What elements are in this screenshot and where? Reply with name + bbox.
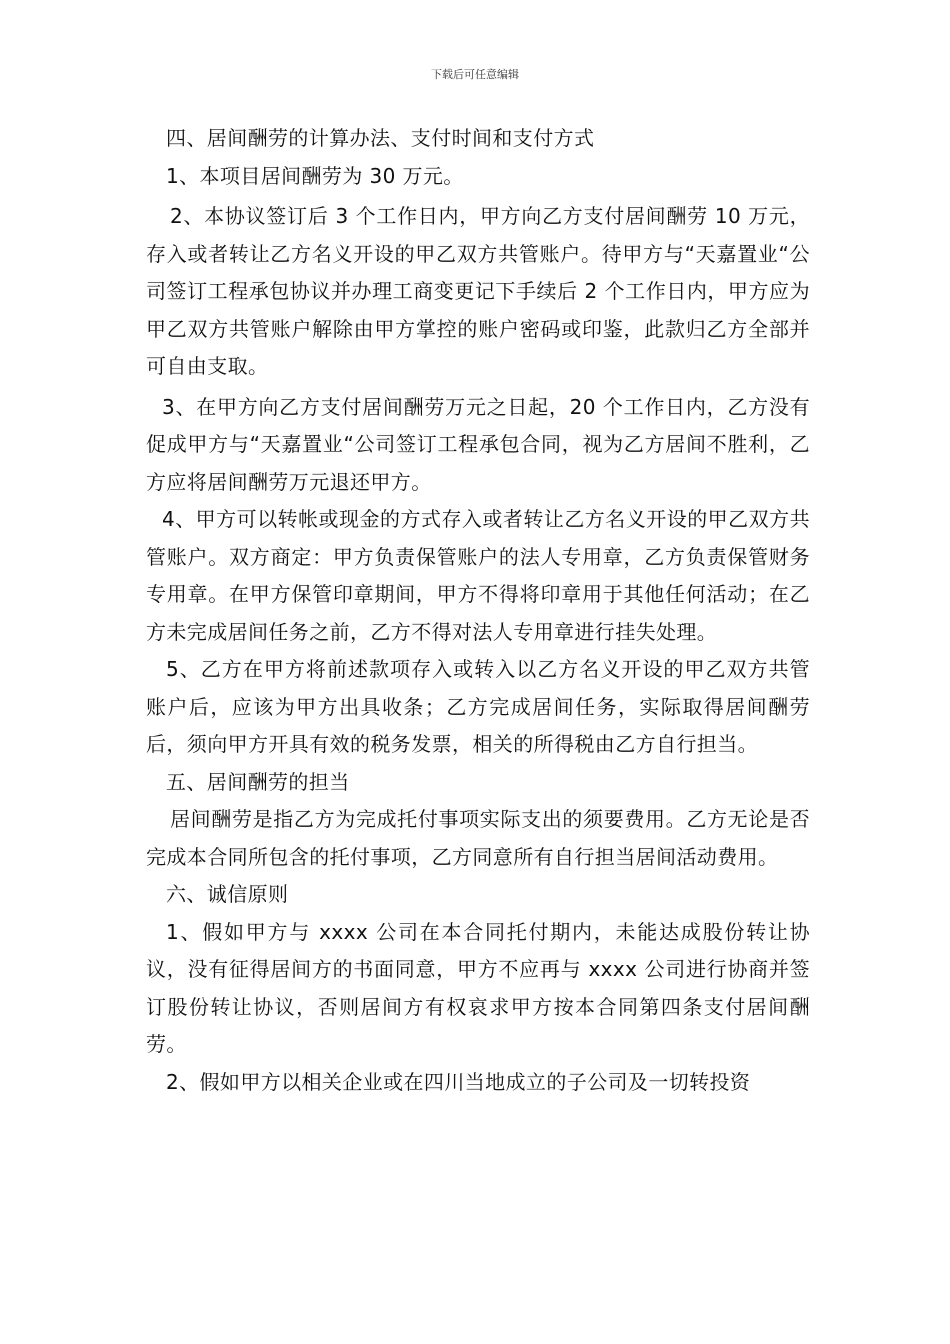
section-heading-4: 四、居间酬劳的计算办法、支付时间和支付方式 — [166, 126, 595, 150]
section-heading-6: 六、诚信原则 — [166, 882, 289, 906]
paragraph-5-body: 居间酬劳是指乙方为完成托付事项实际支出的须要费用。乙方无论是否完成本合同所包含的托付事项，乙方同意所有自行担当居间活动费用。 — [146, 807, 810, 869]
paragraph-6-1: 1、假如甲方与 xxxx 公司在本合同托付期内，未能达成股份转让协议，没有征得居间方的书面同意，甲方不应再与 xxxx 公司进行协商并签订股份转让协议，否则居间方有权哀求甲方按本合同第四条支付居间酬劳。 — [146, 919, 810, 1056]
paragraph-6-2: 2、假如甲方以相关企业或在四川当地成立的子公司及一切转投资 — [166, 1069, 751, 1094]
paragraph-4-5: 5、乙方在甲方将前述款项存入或转入以乙方名义开设的甲乙双方共管账户后，应该为甲方出具收条；乙方完成居间任务，实际取得居间酬劳后，须向甲方开具有效的税务发票，相关的所得税由乙方自行担当。 — [146, 657, 810, 756]
paragraph-4-4: 4、甲方可以转帐或现金的方式存入或者转让乙方名义开设的甲乙双方共管账户。双方商定：甲方负责保管账户的法人专用章，乙方负责保管财务专用章。在甲方保管印章期间，甲方不得将印章用于其他任何活动；在乙方未完成居间任务之前，乙方不得对法人专用章进行挂失处理。 — [146, 507, 810, 644]
paragraph-4-3: 3、在甲方向乙方支付居间酬劳万元之日起，20 个工作日内，乙方没有促成甲方与“天嘉置业“公司签订工程承包合同，视为乙方居间不胜利，乙方应将居间酬劳万元退还甲方。 — [146, 394, 810, 494]
page-header: 下载后可任意编辑 — [431, 68, 519, 81]
paragraph-4-2: 2、本协议签订后 3 个工作日内，甲方向乙方支付居间酬劳 10 万元，存入或者转让乙方名义开设的甲乙双方共管账户。待甲方与“天嘉置业“公司签订工程承包协议并办理工商变更记下手续后 2 个工作日内，甲方应为甲乙双方共管账户解除由甲方掌控的账户密码或印鉴，此款归乙方全部并可自由支取。 — [146, 204, 810, 378]
section-heading-5: 五、居间酬劳的担当 — [166, 769, 350, 794]
paragraph-4-1: 1、本项目居间酬劳为 30 万元。 — [166, 163, 464, 188]
document-body — [146, 120, 810, 1101]
